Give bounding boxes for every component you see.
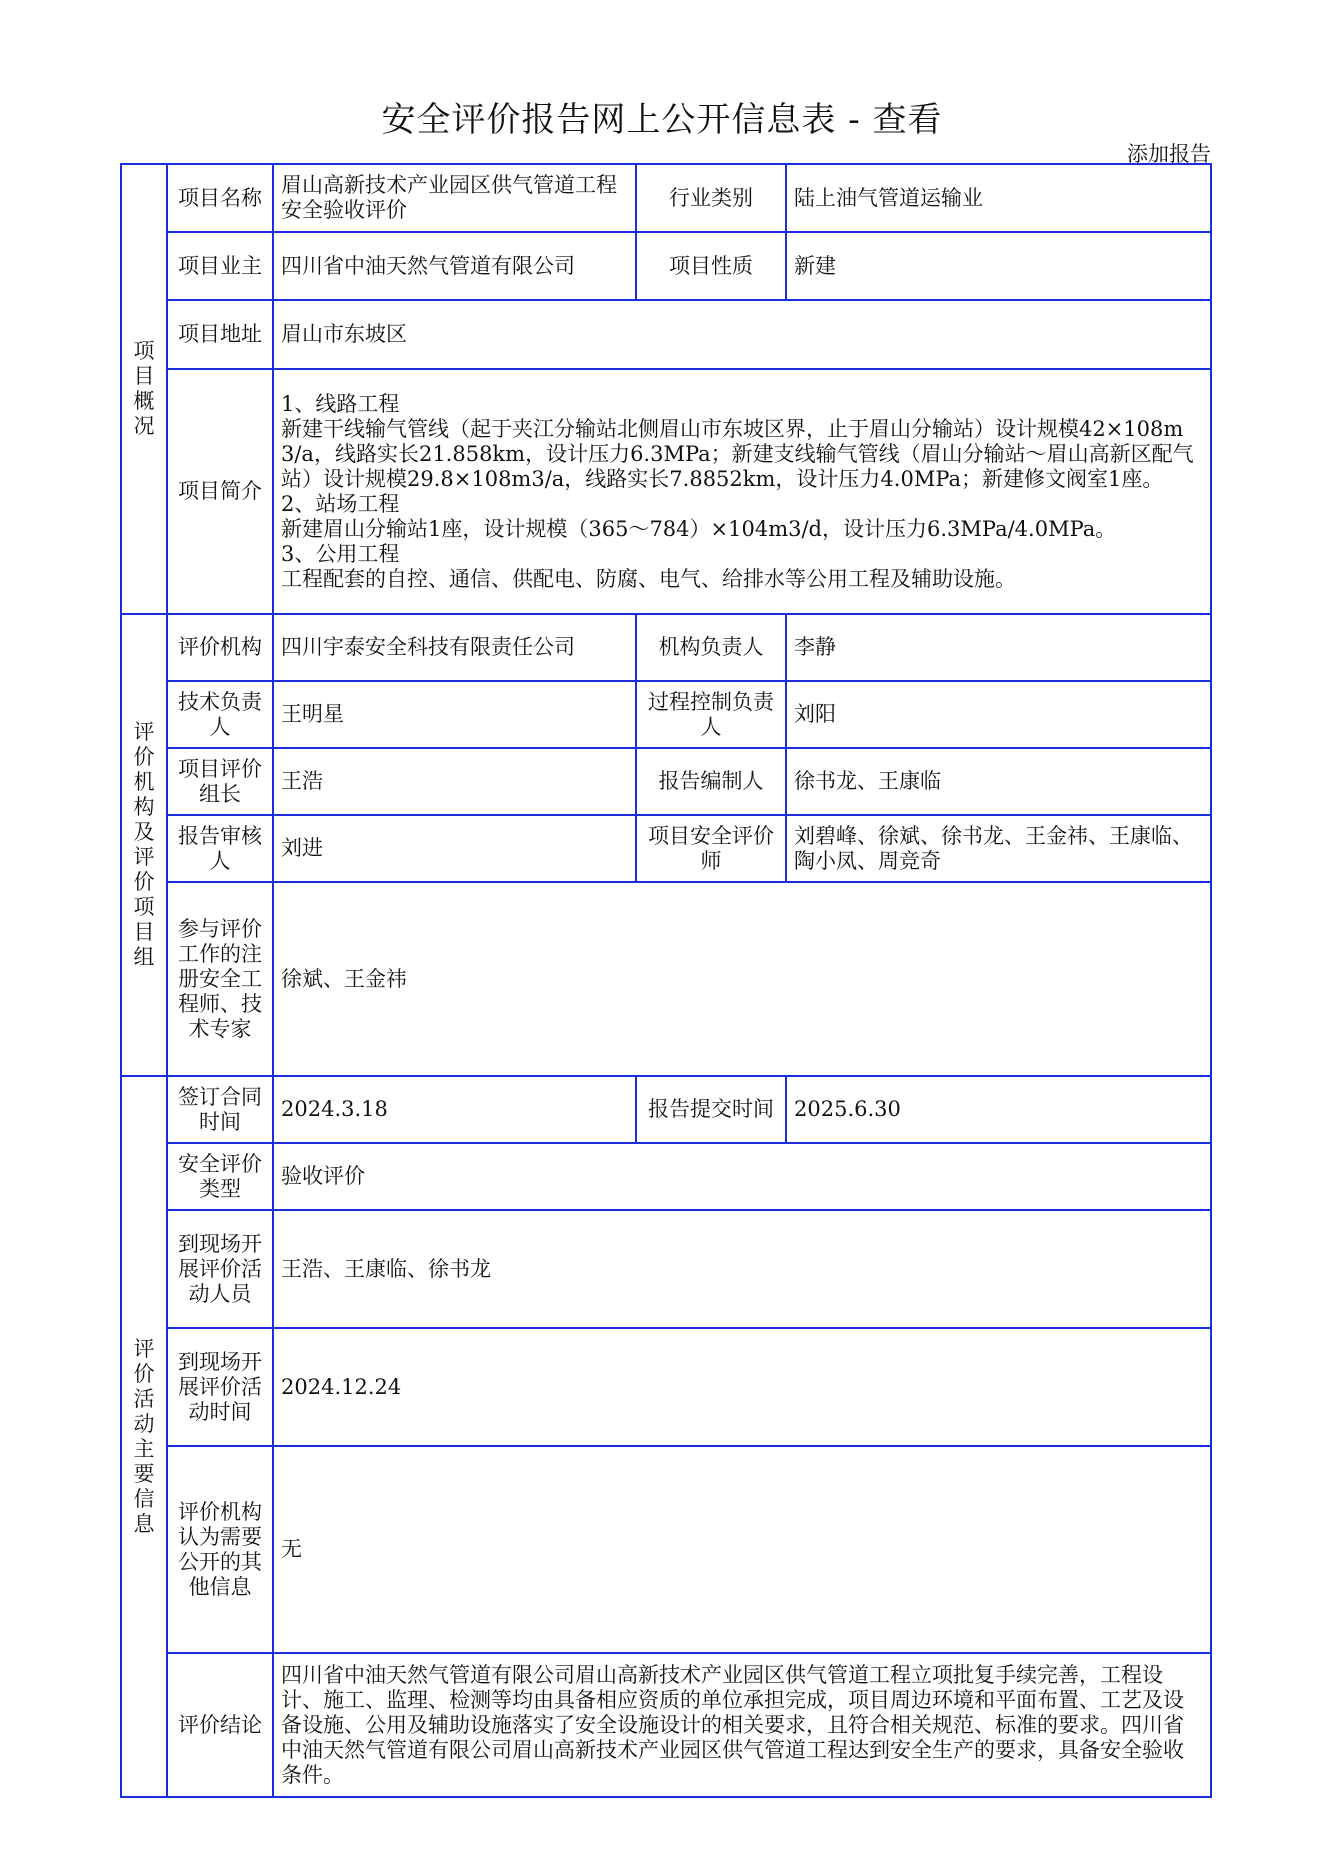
intro-value: 1、线路工程 新建干线输气管线（起于夹江分输站北侧眉山市东坡区界，止于眉山分输站）设计规模42×108m3/a，线路实长21.858km，设计压力6.3MPa；新建支线输气管线（眉山分输站～眉山高新区配气站）设计规模29.8×108m3/a，线路实长7.8852km，设计压力4.0MPa；新建修文阀室1座。 2、站场工程 新建眉山分输站1座，设计规模（365～784）×104m3/d，设计压力6.3MPa/4.0MPa。 3、公用工程 工程配套的自控、通信、供配电、防腐、电气、给排水等公用工程及辅助设施。 [273,369,1211,614]
compiler-value: 徐书龙、王康临 [786,748,1211,815]
reviewer-value: 刘进 [273,815,636,882]
agency-label: 评价机构 [167,614,273,681]
table-row [121,1143,1211,1210]
section-overview-label: 项目概况 [121,164,167,614]
industry-label: 行业类别 [636,164,786,232]
address-label: 项目地址 [167,300,273,369]
compiler-label: 报告编制人 [636,748,786,815]
table-row [121,1446,1211,1653]
team-leader-label: 项目评价组长 [167,748,273,815]
table-row [121,1210,1211,1328]
other-info-value: 无 [273,1446,1211,1653]
conclusion-value: 四川省中油天然气管道有限公司眉山高新技术产业园区供气管道工程立项批复手续完善，工程设计、施工、监理、检测等均由具备相应资质的单位承担完成，项目周边环境和平面布置、工艺及设备设施、公用及辅助设施落实了安全设施设计的相关要求，且符合相关规范、标准的要求。四川省中油天然气管道有限公司眉山高新技术产业园区供气管道工程达到安全生产的要求，具备安全验收条件。 [273,1653,1211,1797]
page-title: 安全评价报告网上公开信息表 - 查看 [381,100,943,140]
reviewer-label: 报告审核人 [167,815,273,882]
table-row [121,1328,1211,1446]
section-activity-label: 评价活动主要信息 [121,1076,167,1797]
table-row [121,1076,1211,1143]
industry-value: 陆上油气管道运输业 [786,164,1211,232]
table-row [121,614,1211,681]
nature-label: 项目性质 [636,232,786,300]
table-row [121,748,1211,815]
project-name-label: 项目名称 [167,164,273,232]
section-org-label: 评价机构及评价项目组 [121,614,167,1076]
site-time-value: 2024.12.24 [273,1328,1211,1446]
evaluators-label: 项目安全评价师 [636,815,786,882]
owner-label: 项目业主 [167,232,273,300]
table-row [121,300,1211,369]
contract-date-label: 签订合同时间 [167,1076,273,1143]
table-row [121,164,1211,232]
eval-type-value: 验收评价 [273,1143,1211,1210]
engineers-label: 参与评价工作的注册安全工程师、技术专家 [167,882,273,1076]
table-row [121,1653,1211,1797]
table-row [121,681,1211,748]
owner-value: 四川省中油天然气管道有限公司 [273,232,636,300]
conclusion-label: 评价结论 [167,1653,273,1797]
submit-date-value: 2025.6.30 [786,1076,1211,1143]
engineers-value: 徐斌、王金祎 [273,882,1211,1076]
site-staff-value: 王浩、王康临、徐书龙 [273,1210,1211,1328]
site-time-label: 到现场开展评价活动时间 [167,1328,273,1446]
team-leader-value: 王浩 [273,748,636,815]
process-head-value: 刘阳 [786,681,1211,748]
tech-head-value: 王明星 [273,681,636,748]
address-value: 眉山市东坡区 [273,300,1211,369]
project-name-value: 眉山高新技术产业园区供气管道工程安全验收评价 [273,164,636,232]
eval-type-label: 安全评价类型 [167,1143,273,1210]
intro-label: 项目简介 [167,369,273,614]
table-row [121,232,1211,300]
agency-value: 四川宇泰安全科技有限责任公司 [273,614,636,681]
submit-date-label: 报告提交时间 [636,1076,786,1143]
site-staff-label: 到现场开展评价活动人员 [167,1210,273,1328]
info-table [120,163,1212,1798]
agency-head-value: 李静 [786,614,1211,681]
table-row [121,882,1211,1076]
agency-head-label: 机构负责人 [636,614,786,681]
add-report-link[interactable]: 添加报告 [1127,142,1211,166]
contract-date-value: 2024.3.18 [273,1076,636,1143]
other-info-label: 评价机构认为需要公开的其他信息 [167,1446,273,1653]
nature-value: 新建 [786,232,1211,300]
table-row [121,369,1211,614]
evaluators-value: 刘碧峰、徐斌、徐书龙、王金祎、王康临、陶小凤、周竞奇 [786,815,1211,882]
process-head-label: 过程控制负责人 [636,681,786,748]
table-row [121,815,1211,882]
tech-head-label: 技术负责人 [167,681,273,748]
